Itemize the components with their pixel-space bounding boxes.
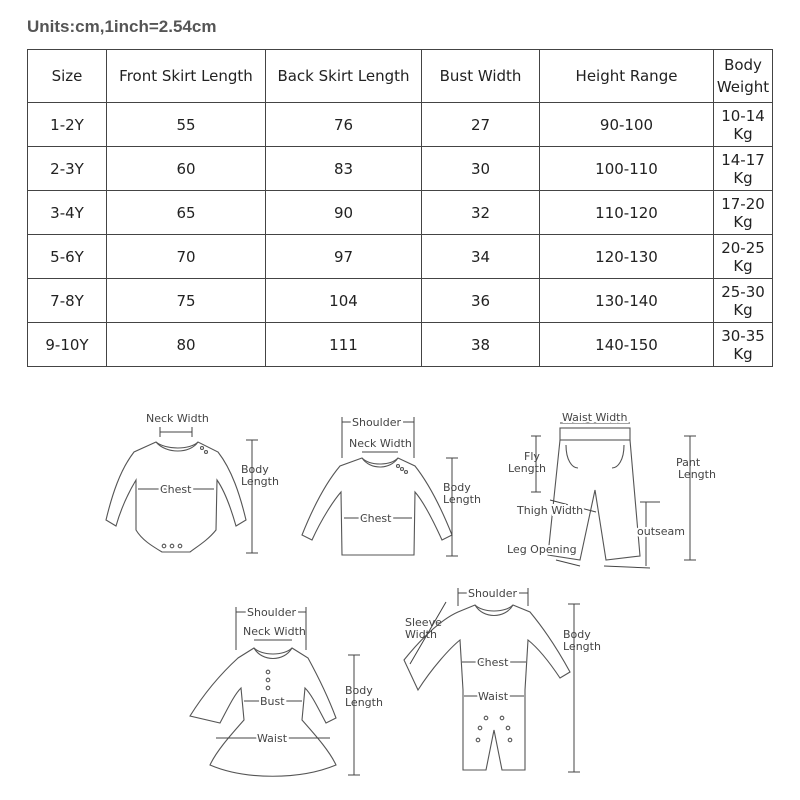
table-cell: 27 [422, 103, 540, 147]
label-body: Body [443, 481, 471, 494]
table-cell: 97 [266, 235, 422, 279]
label-sleeve-width: Width [405, 628, 437, 641]
table-cell: 65 [107, 191, 266, 235]
bodysuit-diagram [106, 412, 279, 553]
label-body: Body [563, 628, 591, 641]
col-header-bust-width: Bust Width [422, 50, 540, 103]
table-cell: 30-35 Kg [714, 323, 773, 367]
label-fly-length: Length [508, 462, 546, 475]
table-cell: 111 [266, 323, 422, 367]
label-pant-length: Length [678, 468, 716, 481]
table-cell: 14-17 Kg [714, 147, 773, 191]
table-row [28, 323, 773, 367]
table-cell: 110-120 [540, 191, 714, 235]
col-header-size: Size [28, 50, 107, 103]
label-length: Length [563, 640, 601, 653]
table-cell: 3-4Y [28, 191, 107, 235]
label-shoulder: Shoulder [468, 587, 517, 600]
label-outseam: outseam [637, 525, 685, 538]
table-header-row [28, 50, 773, 103]
table-cell: 90 [266, 191, 422, 235]
label-length: Length [443, 493, 481, 506]
measurement-diagrams [0, 390, 800, 795]
table-cell: 1-2Y [28, 103, 107, 147]
table-row [28, 279, 773, 323]
col-header-height-range: Height Range [540, 50, 714, 103]
units-note: Units:cm,1inch=2.54cm [27, 17, 217, 36]
table-cell: 10-14 Kg [714, 103, 773, 147]
table-cell: 30 [422, 147, 540, 191]
label-waist-width: Waist Width [562, 411, 628, 424]
label-leg-opening: Leg Opening [507, 543, 577, 556]
table-cell: 75 [107, 279, 266, 323]
table-cell: 140-150 [540, 323, 714, 367]
romper-diagram [404, 587, 601, 772]
table-cell: 25-30 Kg [714, 279, 773, 323]
label-shoulder: Shoulder [247, 606, 296, 619]
label-length: Length [345, 696, 383, 709]
col-header-front-skirt-length: Front Skirt Length [107, 50, 266, 103]
table-row [28, 147, 773, 191]
label-waist: Waist [478, 690, 509, 703]
table-cell: 9-10Y [28, 323, 107, 367]
table-row [28, 103, 773, 147]
table-cell: 17-20 Kg [714, 191, 773, 235]
table-cell: 7-8Y [28, 279, 107, 323]
table-cell: 34 [422, 235, 540, 279]
table-cell: 60 [107, 147, 266, 191]
label-body: Body [241, 463, 269, 476]
label-pant: Pant [676, 456, 701, 469]
table-cell: 38 [422, 323, 540, 367]
label-fly: Fly [524, 450, 540, 463]
table-cell: 80 [107, 323, 266, 367]
table-cell: 36 [422, 279, 540, 323]
table-row [28, 235, 773, 279]
label-chest: Chest [160, 483, 192, 496]
label-sleeve: Sleeve [405, 616, 442, 629]
table-cell: 20-25 Kg [714, 235, 773, 279]
table-cell: 2-3Y [28, 147, 107, 191]
table-cell: 104 [266, 279, 422, 323]
table-cell: 32 [422, 191, 540, 235]
table-cell: 55 [107, 103, 266, 147]
table-cell: 70 [107, 235, 266, 279]
label-body: Body [345, 684, 373, 697]
table-cell: 100-110 [540, 147, 714, 191]
table-cell: 130-140 [540, 279, 714, 323]
table-cell: 90-100 [540, 103, 714, 147]
label-neck-width: Neck Width [243, 625, 306, 638]
label-neck-width: Neck Width [146, 412, 209, 425]
table-cell: 83 [266, 147, 422, 191]
col-header-back-skirt-length: Back Skirt Length [266, 50, 422, 103]
label-chest: Chest [360, 512, 392, 525]
tshirt-diagram [302, 416, 481, 556]
label-waist: Waist [257, 732, 288, 745]
table-cell: 5-6Y [28, 235, 107, 279]
col-header-body-weight: Body Weight [714, 50, 773, 103]
label-length: Length [241, 475, 279, 488]
size-chart-table [27, 49, 773, 367]
label-thigh-width: Thigh Width [517, 504, 584, 517]
label-bust: Bust [260, 695, 285, 708]
label-neck-width: Neck Width [349, 437, 412, 450]
label-shoulder: Shoulder [352, 416, 401, 429]
label-chest: Chest [477, 656, 509, 669]
table-cell: 120-130 [540, 235, 714, 279]
table-row [28, 191, 773, 235]
pants-diagram [507, 411, 716, 568]
table-cell: 76 [266, 103, 422, 147]
dress-diagram [190, 606, 383, 776]
